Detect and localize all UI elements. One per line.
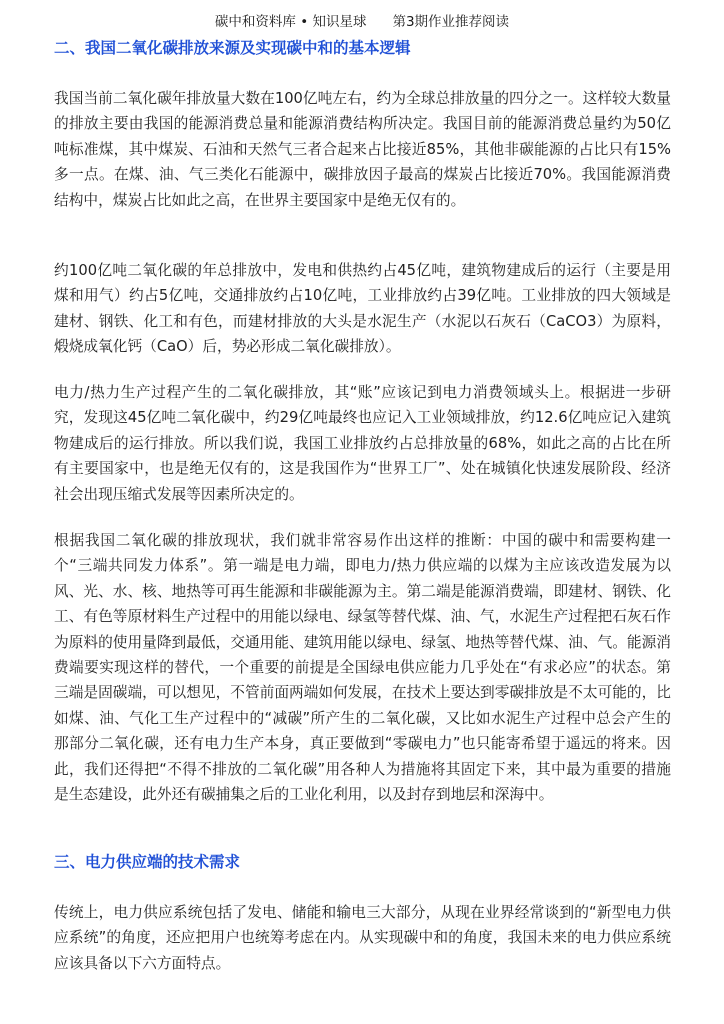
- paragraph-power-accounting: 电力/热力生产过程产生的二氧化碳排放，其“账”应该记到电力消费领域头上。根据进一步研究，发现这45亿吨二氧化碳中，约29亿吨最终也应记入工业领域排放，约12.6亿吨应记入建筑物建成后的运行排放。所以我们说，我国工业排放约占总排放量的68%，如此之高的占比在所有主要国家中，也是绝无仅有的，这是我国作为“世界工厂”、处在城镇化快速发展阶段、经济社会出现压缩式发展等因素所决定的。: [54, 384, 671, 503]
- section-heading-2: 二、我国二氧化碳排放来源及实现碳中和的基本逻辑: [54, 39, 411, 57]
- paragraph-emissions-overview: 我国当前二氧化碳年排放量大数在100亿吨左右，约为全球总排放量的四分之一。这样较大数量的排放主要由我国的能源消费总量和能源消费结构所决定。我国目前的能源消费总量约为50亿吨标准煤，其中煤炭、石油和天然气三者合起来占比接近85%，其他非碳能源的占比只有15%多一点。在煤、油、气三类化石能源中，碳排放因子最高的煤炭占比接近70%。我国能源消费结构中，煤炭占比如此之高，在世界主要国家中是绝无仅有的。: [54, 90, 671, 209]
- paragraph-power-supply-system: 传统上，电力供应系统包括了发电、储能和输电三大部分，从现在业界经常谈到的“新型电力供应系统”的角度，还应把用户也统筹考虑在内。从实现碳中和的角度，我国未来的电力供应系统应该具备以下六方面特点。: [54, 904, 671, 972]
- paragraph-emissions-breakdown: 约100亿吨二氧化碳的年总排放中，发电和供热约占45亿吨，建筑物建成后的运行（主要是用煤和用气）约占5亿吨，交通排放约占10亿吨，工业排放约占39亿吨。工业排放的四大领域是建材、钢铁、化工和有色，而建材排放的大头是水泥生产（水泥以石灰石（CaCO3）为原料，煅烧成氧化钙（CaO）后，势必形成二氧化碳排放）。: [54, 262, 671, 356]
- page-header: [0, 10, 724, 30]
- header-issue-label: 第3期作业推荐阅读: [392, 14, 510, 30]
- paragraph-three-ends-system: 根据我国二氧化碳的排放现状，我们就非常容易作出这样的推断：中国的碳中和需要构建一个“三端共同发力体系”。第一端是电力端，即电力/热力供应端的以煤为主应该改造发展为以风、光、水、核、地热等可再生能源和非碳能源为主。第二端是能源消费端，即建材、钢铁、化工、有色等原材料生产过程中的用能以绿电、绿氢等替代煤、油、气，水泥生产过程把石灰石作为原料的使用量降到最低，交通用能、建筑用能以绿电、绿氢、地热等替代煤、油、气。能源消费端要实现这样的替代，一个重要的前提是全国绿电供应能力几乎处在“有求必应”的状态。第三端是固碳端，可以想见，不管前面两端如何发展，在技术上要达到零碳排放是不太可能的，比如煤、油、气化工生产过程中的“减碳”所产生的二氧化碳，又比如水泥生产过程中总会产生的那部分二氧化碳，还有电力生产本身，真正要做到“零碳电力”也只能寄希望于遥远的将来。因此，我们还得把“不得不排放的二氧化碳”用各种人为措施将其固定下来，其中最为重要的措施是生态建设，此外还有碳捕集之后的工业化利用，以及封存到地层和深海中。: [54, 532, 671, 804]
- section-heading-3: 三、电力供应端的技术需求: [54, 853, 241, 871]
- header-library-name: 碳中和资料库 • 知识星球: [214, 14, 367, 30]
